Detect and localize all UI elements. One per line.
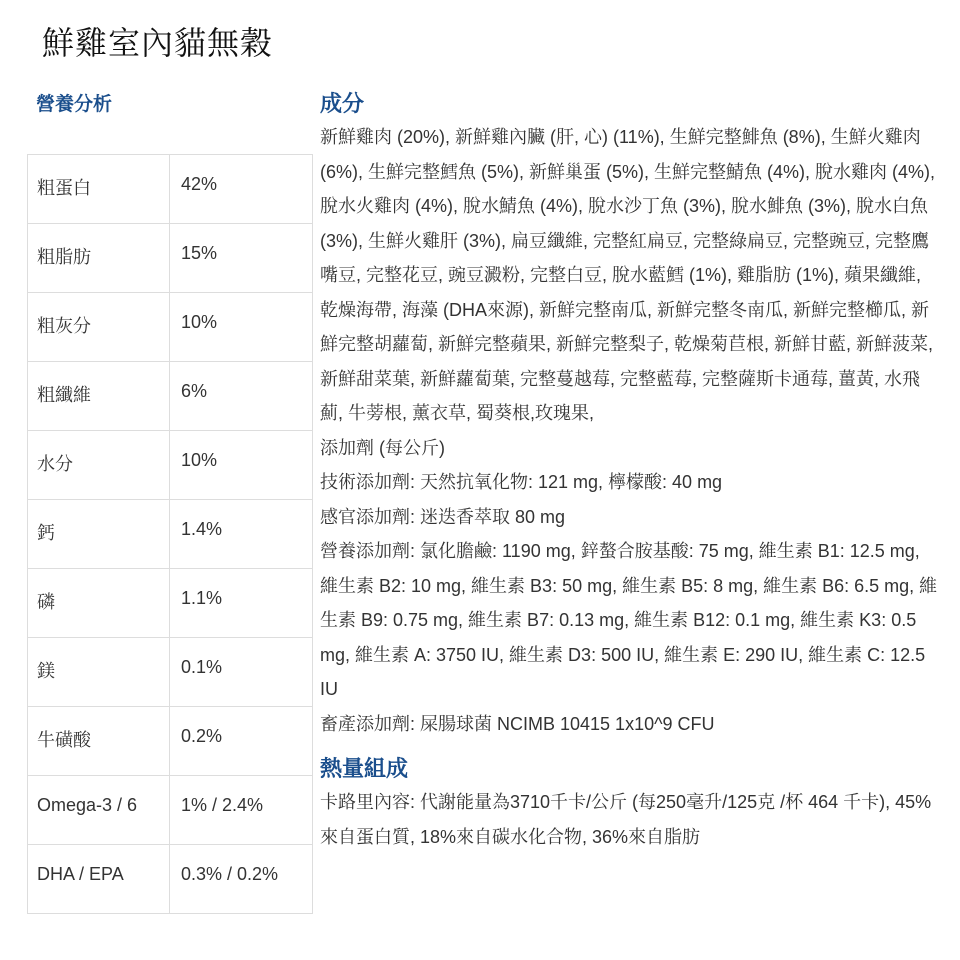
calories-heading: 熱量組成 bbox=[320, 756, 409, 781]
table-row bbox=[28, 776, 313, 845]
nutrient-label: 磷 bbox=[28, 569, 170, 638]
table-row bbox=[28, 431, 313, 500]
table-row bbox=[28, 707, 313, 776]
ingredients-heading: 成分 bbox=[320, 91, 365, 116]
analysis-table bbox=[27, 154, 313, 914]
nutrient-label: 粗纖維 bbox=[28, 362, 170, 431]
nutrient-label: 粗灰分 bbox=[28, 293, 170, 362]
nutrient-value: 1.1% bbox=[170, 569, 313, 638]
ingredients-section bbox=[320, 88, 940, 854]
additives-heading: 添加劑 (每公斤) bbox=[320, 437, 445, 458]
nutrient-label: Omega-3 / 6 bbox=[28, 776, 170, 845]
nutrient-value: 6% bbox=[170, 362, 313, 431]
table-row bbox=[28, 638, 313, 707]
table-row bbox=[28, 293, 313, 362]
nutrient-label: 粗脂肪 bbox=[28, 224, 170, 293]
table-row bbox=[28, 845, 313, 914]
nutrient-label: DHA / EPA bbox=[28, 845, 170, 914]
page-title: 鮮雞室內貓無穀 bbox=[42, 25, 274, 61]
nutrient-value: 10% bbox=[170, 431, 313, 500]
nutrient-value: 10% bbox=[170, 293, 313, 362]
table-row bbox=[28, 224, 313, 293]
nutrient-value: 0.1% bbox=[170, 638, 313, 707]
analysis-section bbox=[27, 92, 313, 914]
table-row bbox=[28, 362, 313, 431]
sensory-additives: 感官添加劑: 迷迭香萃取 80 mg bbox=[320, 506, 566, 527]
table-row bbox=[28, 500, 313, 569]
nutrient-value: 1% / 2.4% bbox=[170, 776, 313, 845]
nutritional-additives: 營養添加劑: 氯化膽鹼: 1190 mg, 鋅螯合胺基酸: 75 mg, 維生素 B1: 12.5 mg, 維生素 B2: 10 mg, 維生素 B3: 50 mg, 維生素 B5: 8 mg, 維生素 B6: 6.5 mg, 維生素 B9: 0.75 mg, 維生素 B7: 0.13 mg, 維生素 B12: 0.1 mg, 維生素 K3: 0.5 mg, 維生素 A: 3750 IU, 維生素 D3: 500 IU, 維生素 E: 290 IU, 維生素 C: 12.5 IU bbox=[320, 541, 938, 699]
nutrient-label: 鈣 bbox=[28, 500, 170, 569]
zootechnical-additives: 畜產添加劑: 屎腸球菌 NCIMB 10415 1x10^9 CFU bbox=[320, 713, 715, 734]
nutrient-value: 42% bbox=[170, 155, 313, 224]
nutrient-label: 牛磺酸 bbox=[28, 707, 170, 776]
nutrient-label: 水分 bbox=[28, 431, 170, 500]
technical-additives: 技術添加劑: 天然抗氧化物: 121 mg, 檸檬酸: 40 mg bbox=[320, 472, 723, 492]
nutrient-value: 0.3% / 0.2% bbox=[170, 845, 313, 914]
table-row bbox=[28, 155, 313, 224]
ingredients-text: 新鮮雞肉 (20%), 新鮮雞內臟 (肝, 心) (11%), 生鮮完整鯡魚 (8%), 生鮮火雞肉 (6%), 生鮮完整鱈魚 (5%), 新鮮巢蛋 (5%), 生鮮完整鯖魚 (4%), 脫水雞肉 (4%), 脫水火雞肉 (4%), 脫水鯖魚 (4%), 脫水沙丁魚 (3%), 脫水鯡魚 (3%), 脫水白魚 (3%), 生鮮火雞肝 (3%), 扁豆纖維, 完整紅扁豆, 完整綠扁豆, 完整豌豆, 完整鷹嘴豆, 完整花豆, 豌豆澱粉, 完整白豆, 脫水藍鱈 (1%), 雞脂肪 (1%), 蘋果纖維, 乾燥海帶, 海藻 (DHA來源), 新鮮完整南瓜, 新鮮完整冬南瓜, 新鮮完整櫛瓜, 新鮮完整胡蘿蔔, 新鮮完整蘋果, 新鮮完整梨子, 乾燥菊苣根, 新鮮甘藍, 新鮮菠菜, 新鮮甜菜葉, 新鮮蘿蔔葉, 完整蔓越莓, 完整藍莓, 完整薩斯卡通莓, 薑黃, 水飛薊, 牛蒡根, 薰衣草, 蜀葵根,玫瑰果, bbox=[320, 127, 936, 423]
nutrient-label: 粗蛋白 bbox=[28, 155, 170, 224]
nutrient-value: 0.2% bbox=[170, 707, 313, 776]
table-row bbox=[28, 569, 313, 638]
analysis-heading: 營養分析 bbox=[36, 94, 113, 115]
nutrient-label: 鎂 bbox=[28, 638, 170, 707]
nutrient-value: 15% bbox=[170, 224, 313, 293]
calories-text: 卡路里內容: 代謝能量為3710千卡/公斤 (每250毫升/125克 /杯 464 千卡), 45%來自蛋白質, 18%來自碳水化合物, 36%來自脂肪 bbox=[320, 792, 932, 847]
nutrient-value: 1.4% bbox=[170, 500, 313, 569]
